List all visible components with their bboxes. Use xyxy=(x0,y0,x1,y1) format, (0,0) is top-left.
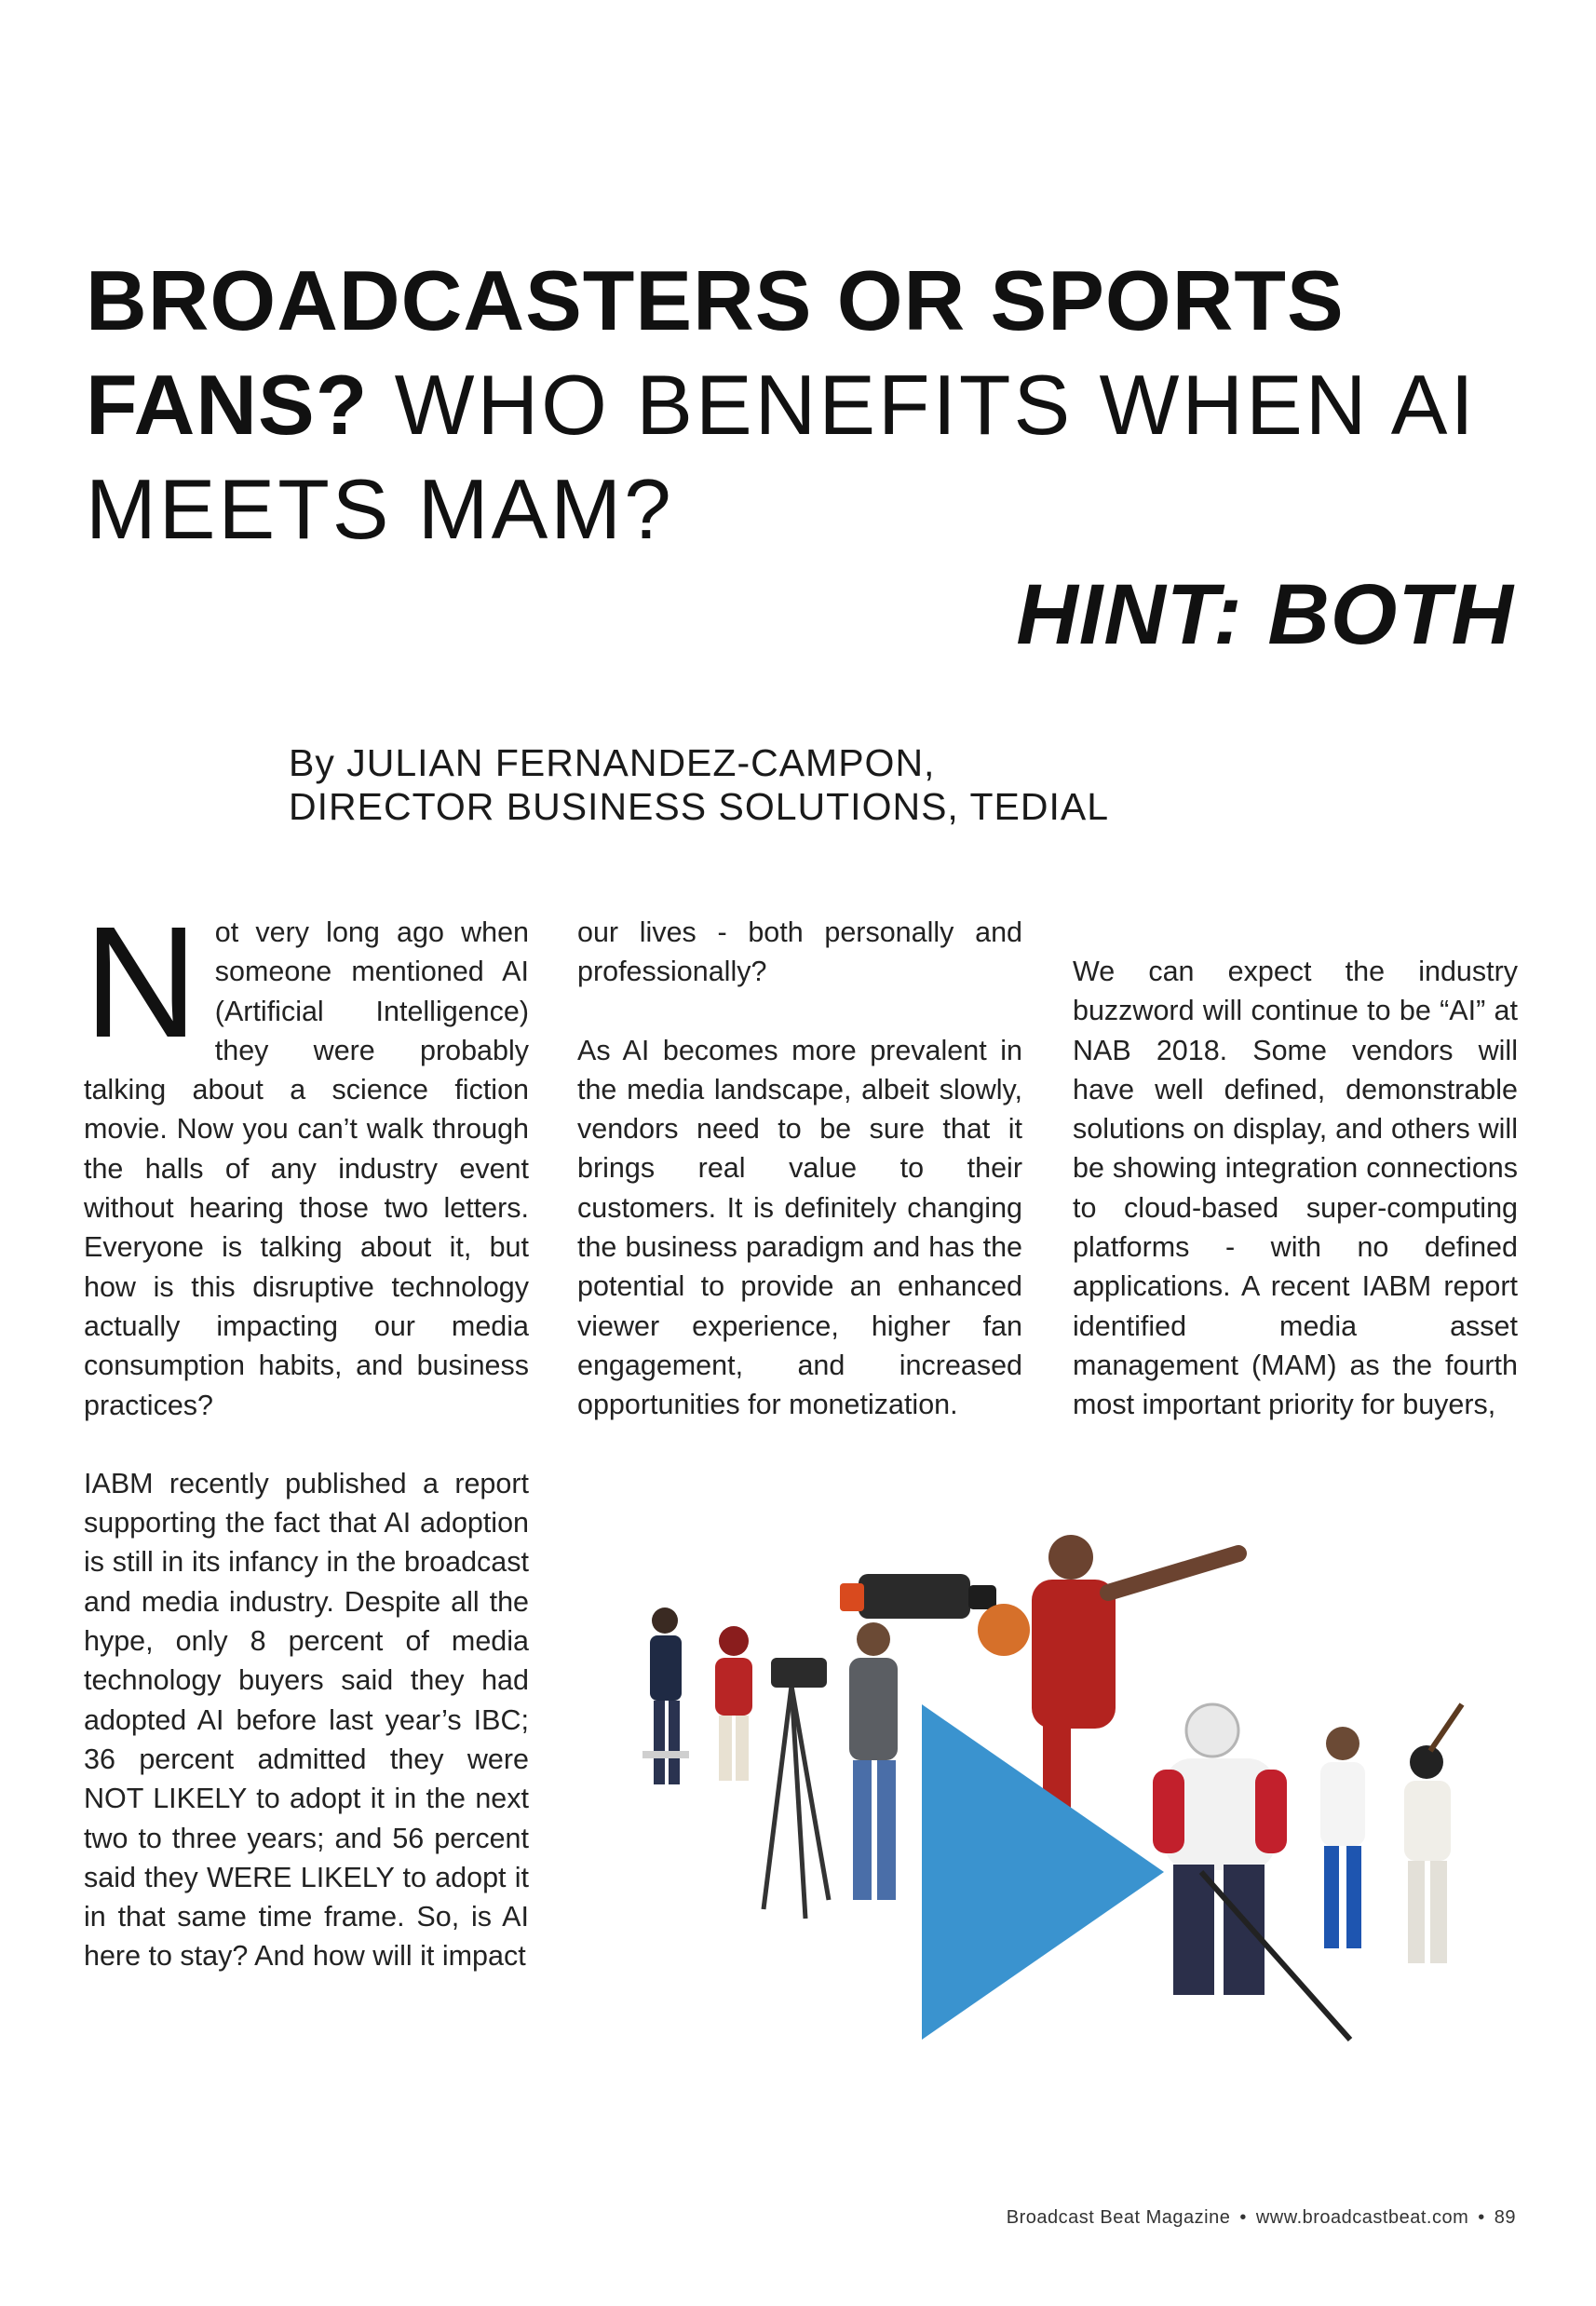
presenter-figure xyxy=(642,1607,689,1784)
headline-bold-part: BROADCASTERS OR SPORTS FANS? xyxy=(86,254,1345,453)
article-column-2 xyxy=(577,913,1022,1464)
cameraman-figure xyxy=(764,1622,898,1919)
sports-broadcast-illustration xyxy=(642,1518,1481,2096)
hockey-player-figure xyxy=(1153,1704,1350,2040)
footer-magazine-name: Broadcast Beat Magazine xyxy=(1006,2207,1231,2228)
footer-separator: • xyxy=(1239,2207,1247,2228)
headline-hint: HINT: BOTH xyxy=(1016,567,1514,662)
paragraph: We can expect the industry buzzword will continue to be “AI” at NAB 2018. Some vendors will have well defined, demonstrable solutions on display, and others will be showing integration connections to cloud-based super-computing platforms - with no defined applications. A recent IABM report identified media asset management (MAM) as the fourth most important priority for buyers, xyxy=(1073,956,1518,1421)
paragraph xyxy=(84,894,529,1425)
article-column-3 xyxy=(1073,913,1518,1464)
paragraph: our lives - both personally and professionally? xyxy=(577,916,1022,988)
article-headline xyxy=(86,250,1538,563)
paragraph-text: ot very long ago when someone mentioned AI (Artificial Intelligence) they were probably talking about a science fiction movie. Now you can’t walk through the halls of any industry event without hearing those two letters. Everyone is talking about it, but how is this disruptive technology actually impacting our media consumption habits, and business practices? xyxy=(84,916,529,1421)
footer-website: www.broadcastbeat.com xyxy=(1255,2207,1469,2228)
page-footer xyxy=(1007,2207,1516,2229)
byline xyxy=(289,741,1109,829)
football-player-figure xyxy=(715,1626,752,1781)
article-column-1 xyxy=(84,894,529,2015)
soccer-player-figure xyxy=(1320,1727,1365,1948)
byline-author: By JULIAN FERNANDEZ-CAMPON, xyxy=(289,741,936,784)
paragraph: IABM recently published a report supporting the fact that AI adoption is still in its infancy in the broadcast and media industry. Despite all the hype, only 8 percent of media technology buyers said they had adopted AI before last year’s IBC; 36 percent admitted they were NOT LIKELY to adopt it in the next two to three years; and 56 percent said they WERE LIKELY to adopt it in that same time frame. So, is AI here to stay? And how will it impact xyxy=(84,1467,529,1973)
footer-separator: • xyxy=(1478,2207,1485,2228)
page-number: 89 xyxy=(1494,2207,1516,2228)
paragraph: As AI becomes more prevalent in the media landscape, albeit slowly, vendors need to be sure that it brings real value to their customers. It is definitely changing the business paradigm and has the potential to provide an enhanced viewer experience, higher fan engagement, and increased opportunities for monetization. xyxy=(577,1034,1022,1421)
video-camera-icon xyxy=(840,1574,996,1619)
headline-light-part: WHO BENEFITS WHEN AI MEETS MAM? xyxy=(86,359,1477,557)
byline-role: DIRECTOR BUSINESS SOLUTIONS, TEDIAL xyxy=(289,785,1110,828)
drop-cap: N xyxy=(84,894,198,1071)
baseball-player-figure xyxy=(1404,1704,1462,1963)
